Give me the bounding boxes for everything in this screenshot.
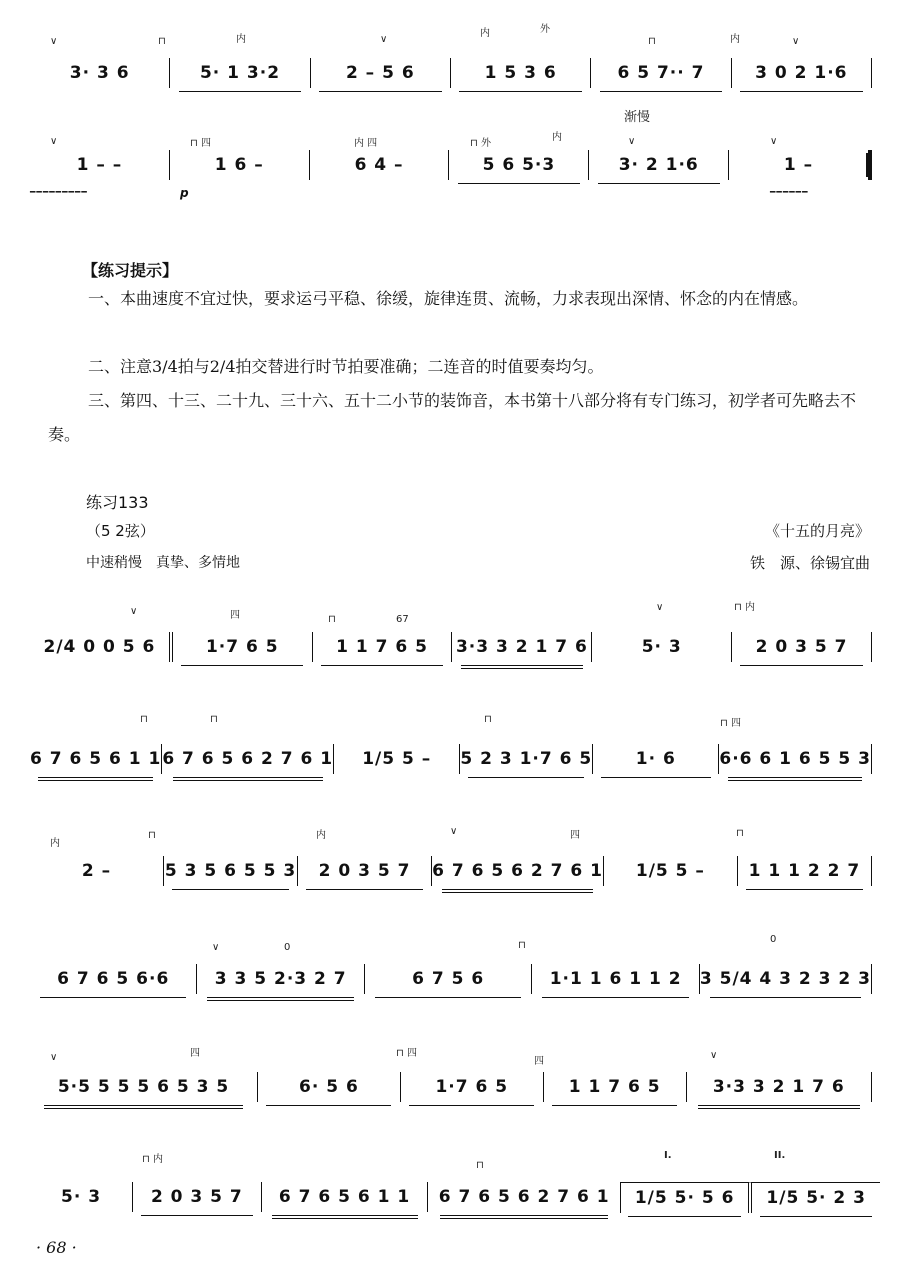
bowing-mark: ⊓ 四 bbox=[396, 1048, 417, 1059]
measure: 1·7 6 5 bbox=[169, 632, 312, 662]
bowing-mark: ∨ bbox=[792, 36, 800, 47]
measure: 5 2 3 1·7 6 5 bbox=[459, 744, 592, 774]
fingering-mark: 内 四 bbox=[354, 138, 378, 149]
fingering-mark: 四 bbox=[190, 1048, 200, 1059]
fingering-mark: 内 bbox=[552, 132, 562, 143]
measure: 5· 3 bbox=[591, 632, 731, 662]
bowing-marks bbox=[30, 818, 880, 854]
measure: 1 – bbox=[728, 150, 868, 180]
bowing-mark: ∨ bbox=[628, 136, 636, 147]
measure: 6 7 6 5 6 2 7 6 1 bbox=[431, 856, 603, 886]
measure: 2 0 3 5 7 bbox=[297, 856, 431, 886]
bowing-marks bbox=[30, 706, 880, 742]
measure: 1·7 6 5 bbox=[400, 1072, 543, 1102]
bowing-marks bbox=[30, 20, 880, 56]
fingering-mark: 四 bbox=[570, 830, 580, 841]
measure: 3 3 5 2·3 2 7 bbox=[196, 964, 363, 994]
final-barline bbox=[868, 150, 880, 180]
decrescendo-mark: ━━━━━━ bbox=[770, 188, 809, 198]
measure: 3· 3 6 bbox=[69, 63, 130, 83]
measure: 6 7 6 5 6 2 7 6 1 bbox=[427, 1182, 619, 1212]
measure: 6 4 – bbox=[309, 150, 449, 180]
measure-row bbox=[30, 1182, 880, 1212]
measure: 3 0 2 1·6 bbox=[731, 58, 871, 88]
fingering-mark: ⊓ 内 bbox=[734, 602, 755, 613]
measure: 2 0 3 5 7 bbox=[132, 1182, 261, 1212]
measure: 2 0 3 5 7 bbox=[731, 632, 871, 662]
decrescendo-mark: ━━━━━━━━━ bbox=[30, 188, 88, 198]
bowing-mark: ⊓ bbox=[158, 36, 166, 47]
measure: 3 5/4 4 3 2 3 2 3 bbox=[699, 964, 871, 994]
bowing-mark: ∨ bbox=[50, 1052, 58, 1063]
barline bbox=[871, 964, 880, 994]
bowing-mark: ⊓ bbox=[148, 830, 156, 841]
bowing-mark: ⊓ bbox=[518, 940, 526, 951]
barline bbox=[871, 58, 880, 88]
fingering-mark: 内 bbox=[730, 34, 740, 45]
fingering-mark: 0 bbox=[770, 934, 777, 945]
measure-row bbox=[30, 964, 880, 994]
measure: 2 – bbox=[81, 861, 112, 881]
measure-row bbox=[30, 58, 880, 88]
tip-item: 三、第四、十三、二十九、三十六、五十二小节的装饰音，本书第十八部分将有专门练习，初学者可先略去不奏。 bbox=[48, 391, 857, 444]
bowing-mark: ∨ bbox=[130, 606, 138, 617]
fingering-mark: 内 bbox=[480, 28, 490, 39]
measure: 6 7 5 6 bbox=[364, 964, 531, 994]
dynamic-piano: p bbox=[180, 186, 190, 200]
measure: 5· 3 bbox=[61, 1187, 102, 1207]
fingering-mark: 外 bbox=[540, 24, 550, 35]
bowing-mark: ∨ bbox=[710, 1050, 718, 1061]
measure: 1· 6 bbox=[592, 744, 718, 774]
measure: 1 1 7 6 5 bbox=[543, 1072, 686, 1102]
page-number: · 68 · bbox=[36, 1238, 77, 1257]
bowing-mark: ⊓ 外 bbox=[470, 138, 491, 149]
volta-2: II. bbox=[774, 1150, 786, 1161]
bowing-mark: ⊓ 四 bbox=[190, 138, 211, 149]
bowing-mark: ∨ bbox=[50, 136, 58, 147]
bowing-mark: ∨ bbox=[656, 602, 664, 613]
tempo-mark: 渐慢 bbox=[624, 110, 651, 125]
fingering-mark: 内 bbox=[50, 838, 60, 849]
bowing-mark: ⊓ bbox=[140, 714, 148, 725]
measure: 2/4 0 0 5 6 bbox=[43, 637, 156, 657]
measure: 6 7 6 5 6 1 1 bbox=[30, 744, 161, 774]
bowing-marks bbox=[30, 1034, 880, 1070]
bowing-mark: ⊓ 四 bbox=[720, 718, 741, 729]
barline bbox=[871, 744, 880, 774]
barline bbox=[871, 1072, 880, 1102]
bowing-mark: ⊓ bbox=[328, 614, 336, 625]
measure: 5 3 5 6 5 5 3 bbox=[163, 856, 297, 886]
volta-1: I. bbox=[664, 1150, 672, 1161]
measure-row bbox=[30, 856, 880, 886]
measure: 1/5 5· 5 6 bbox=[620, 1182, 749, 1213]
measure: 1 – – bbox=[76, 155, 123, 175]
fingering-mark: 内 bbox=[236, 34, 246, 45]
exercise-strings: （5 2弦） bbox=[86, 522, 155, 540]
measure-row bbox=[30, 1072, 880, 1102]
bowing-mark: ⊓ bbox=[648, 36, 656, 47]
bowing-marks bbox=[30, 1144, 880, 1180]
fingering-mark: 0 bbox=[284, 942, 291, 953]
measure: 5 6 5·3 bbox=[448, 150, 588, 180]
fingering-mark: 内 bbox=[316, 830, 326, 841]
bowing-mark: ⊓ bbox=[484, 714, 492, 725]
measure: 6 7 6 5 6 1 1 bbox=[261, 1182, 428, 1212]
measure: 3· 2 1·6 bbox=[588, 150, 728, 180]
tip-item: 一、本曲速度不宜过快，要求运弓平稳、徐缓，旋律连贯、流畅，力求表现出深情、怀念的内在情感。 bbox=[88, 289, 809, 308]
bowing-mark: ∨ bbox=[450, 826, 458, 837]
bowing-mark: ⊓ bbox=[736, 828, 744, 839]
measure: 6 7 6 5 6 2 7 6 1 bbox=[161, 744, 333, 774]
measure-row bbox=[30, 150, 880, 180]
piece-title: 《十五的月亮》 bbox=[764, 522, 870, 540]
exercise-title: 练习133 bbox=[86, 493, 149, 512]
measure-row bbox=[30, 744, 880, 774]
tips-title: 【练习提示】 bbox=[82, 261, 179, 280]
measure: 1 1 1 2 2 7 bbox=[737, 856, 871, 886]
measure: 6 7 6 5 6·6 bbox=[30, 964, 196, 994]
measure: 1/5 5 – bbox=[603, 856, 737, 886]
fingering-mark: 四 bbox=[230, 610, 240, 621]
measure: 5·5 5 5 5 6 5 3 5 bbox=[30, 1072, 257, 1102]
bowing-mark: ⊓ 内 bbox=[142, 1154, 163, 1165]
measure: 1 6 – bbox=[169, 150, 309, 180]
bowing-mark: ∨ bbox=[212, 942, 220, 953]
bowing-mark: ∨ bbox=[770, 136, 778, 147]
fingering-mark: 四 bbox=[534, 1056, 544, 1067]
composer: 铁 源、徐锡宜曲 bbox=[749, 554, 870, 572]
measure: 1·1 1 6 1 1 2 bbox=[531, 964, 698, 994]
bowing-mark: ⊓ bbox=[210, 714, 218, 725]
barline bbox=[871, 632, 880, 662]
bowing-marks bbox=[30, 112, 880, 148]
measure: 6· 5 6 bbox=[257, 1072, 400, 1102]
dynamics-row bbox=[30, 186, 880, 202]
bowing-marks bbox=[30, 594, 880, 630]
measure: 1 1 7 6 5 bbox=[312, 632, 452, 662]
bowing-mark: ∨ bbox=[50, 36, 58, 47]
grace-note: 67 bbox=[396, 614, 409, 625]
measure: 6 5 7·· 7 bbox=[590, 58, 730, 88]
measure: 6·6 6 1 6 5 5 3 bbox=[718, 744, 871, 774]
measure-row bbox=[30, 632, 880, 662]
tip-item: 二、注意3/4拍与2/4拍交替进行时节拍要准确；二连音的时值要奏均匀。 bbox=[88, 357, 604, 376]
bowing-marks bbox=[30, 926, 880, 962]
measure: 1 5 3 6 bbox=[450, 58, 590, 88]
measure: 5· 1 3·2 bbox=[169, 58, 309, 88]
measure: 1/5 5 – bbox=[333, 744, 459, 774]
barline bbox=[871, 856, 880, 886]
measure: 3·3 3 2 1 7 6 bbox=[686, 1072, 871, 1102]
exercise-tempo: 中速稍慢 真挚、多情地 bbox=[86, 555, 240, 571]
bowing-mark: ∨ bbox=[380, 34, 388, 45]
measure: 3·3 3 2 1 7 6 bbox=[451, 632, 591, 662]
measure: 2 – 5 6 bbox=[310, 58, 450, 88]
bowing-mark: ⊓ bbox=[476, 1160, 484, 1171]
measure: 1/5 5· 2 3 bbox=[748, 1182, 880, 1213]
